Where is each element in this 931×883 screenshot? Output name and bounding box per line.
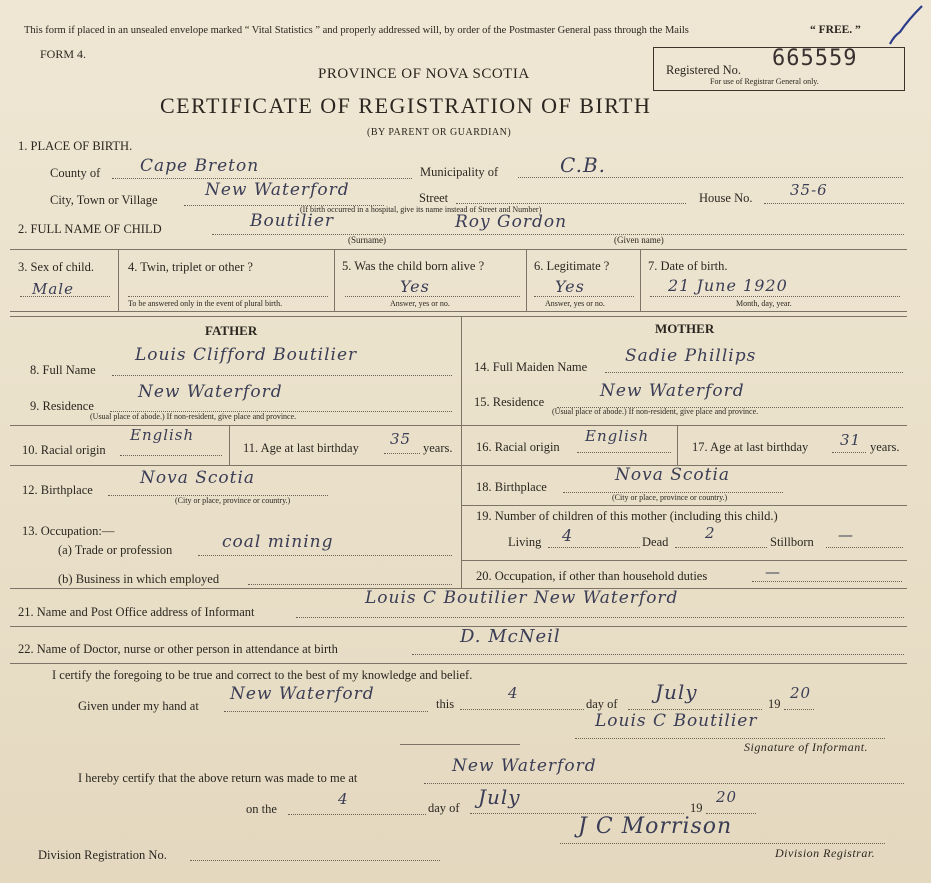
father-racial-value: English [130, 426, 195, 444]
father-name-label: 8. Full Name [30, 363, 96, 377]
mother-occ-value: — [765, 563, 781, 581]
mail-notice-free: “ FREE. ” [810, 24, 861, 36]
informant-value: Louis C Boutilier New Waterford [365, 588, 679, 608]
father-heading: FATHER [205, 323, 258, 338]
check-mark-icon [886, 2, 926, 52]
legit-note: Answer, yes or no. [545, 299, 605, 308]
date-value: 21 June 1920 [668, 276, 788, 295]
father-trade-value: coal mining [222, 532, 334, 552]
registrar-day-label: day of [428, 801, 460, 815]
mother-res-value: New Waterford [600, 381, 745, 401]
mother-racial-value: English [585, 427, 650, 445]
legit-label: 6. Legitimate ? [534, 259, 610, 273]
father-birth-note: (City or place, province or country.) [175, 496, 291, 505]
mother-birth-note: (City or place, province or country.) [612, 493, 728, 502]
house-value: 35-6 [790, 181, 828, 199]
signature-caption: Signature of Informant. [744, 740, 869, 754]
county-value: Cape Breton [140, 156, 260, 176]
this-value: 4 [508, 684, 519, 702]
registrar-year-value: 20 [716, 788, 738, 806]
child-label: 2. FULL NAME OF CHILD [18, 222, 162, 236]
given-under-label: Given under my hand at [78, 699, 199, 713]
doctor-value: D. McNeil [460, 626, 561, 647]
mother-children-label: 19. Number of children of this mother (including this child.) [476, 509, 778, 523]
registrar-year-prefix: 19 [690, 801, 703, 815]
given-note: (Given name) [614, 235, 664, 245]
legit-value: Yes [555, 277, 585, 296]
mother-age-value: 31 [840, 431, 862, 449]
year-prefix: 19 [768, 697, 781, 711]
street-label: Street [419, 191, 449, 205]
this-label: this [436, 697, 455, 711]
certificate-title: CERTIFICATE OF REGISTRATION OF BIRTH [160, 93, 652, 118]
father-business-label: (b) Business in which employed [58, 572, 220, 586]
division-no-label: Division Registration No. [38, 848, 167, 862]
informant-signature: Louis C Boutilier [595, 711, 758, 731]
municipality-value: C.B. [560, 153, 607, 177]
municipality-label: Municipality of [420, 165, 499, 179]
mother-res-note: (Usual place of abode.) If non-resident, give place and province. [552, 407, 759, 416]
mother-age-label: 17. Age at last birthday [692, 440, 809, 454]
dead-value: 2 [705, 524, 716, 542]
registered-number: 665559 [772, 46, 858, 71]
on-the-value: 4 [338, 790, 349, 808]
father-age-label: 11. Age at last birthday [243, 441, 359, 455]
registrar-caption: Division Registrar. [775, 846, 876, 860]
registrar-month-value: July [478, 785, 521, 809]
mother-heading: MOTHER [655, 321, 715, 336]
alive-value: Yes [400, 277, 430, 296]
registrar-text: I hereby certify that the above return was made to me at [78, 771, 358, 785]
stillborn-value: — [838, 526, 854, 544]
mother-name-value: Sadie Phillips [625, 346, 757, 366]
living-label: Living [508, 535, 542, 549]
registrar-place-value: New Waterford [452, 756, 597, 776]
house-label: House No. [699, 191, 753, 205]
father-age-unit: years. [423, 441, 453, 455]
child-surname: Boutilier [250, 211, 335, 231]
on-the-label: on the [246, 802, 277, 816]
mother-racial-label: 16. Racial origin [476, 440, 560, 454]
father-racial-label: 10. Racial origin [22, 443, 106, 457]
stillborn-label: Stillborn [770, 535, 814, 549]
father-birth-label: 12. Birthplace [22, 483, 93, 497]
month-value: July [655, 680, 698, 704]
father-trade-label: (a) Trade or profession [58, 543, 173, 557]
registrar-signature: J C Morrison [578, 814, 733, 839]
father-occ-label: 13. Occupation:— [22, 524, 115, 538]
date-label: 7. Date of birth. [648, 259, 728, 273]
living-value: 4 [562, 526, 574, 545]
dead-label: Dead [642, 535, 669, 549]
mail-notice: This form if placed in an unsealed envelope marked “ Vital Statistics ” and properly addressed will, by order of the Postmaster General pass through the Mails [24, 25, 689, 36]
certificate-subtitle: (BY PARENT OR GUARDIAN) [367, 127, 512, 138]
informant-label: 21. Name and Post Office address of Informant [18, 605, 255, 619]
twin-note: To be answered only in the event of plural birth. [128, 299, 283, 308]
father-age-value: 35 [390, 430, 412, 448]
certify-text: I certify the foregoing to be true and correct to the best of my knowledge and belief. [52, 668, 473, 682]
father-res-note: (Usual place of abode.) If non-resident, give place and province. [90, 412, 297, 421]
sex-label: 3. Sex of child. [18, 260, 95, 274]
mother-name-label: 14. Full Maiden Name [474, 360, 588, 374]
father-name-value: Louis Clifford Boutilier [135, 345, 358, 365]
form-number: FORM 4. [40, 47, 87, 61]
date-note: Month, day, year. [736, 299, 792, 308]
registered-label: Registered No. [666, 63, 741, 77]
father-res-label: 9. Residence [30, 399, 94, 413]
city-value: New Waterford [205, 180, 350, 200]
province-heading: PROVINCE OF NOVA SCOTIA [318, 66, 530, 82]
day-of-label: day of [586, 697, 618, 711]
registered-note: For use of Registrar General only. [710, 77, 819, 86]
child-given: Roy Gordon [455, 212, 568, 232]
given-under-value: New Waterford [230, 684, 375, 704]
county-label: County of [50, 166, 101, 180]
mother-birth-label: 18. Birthplace [476, 480, 547, 494]
place-heading: 1. PLACE OF BIRTH. [18, 139, 133, 153]
father-birth-value: Nova Scotia [140, 468, 256, 488]
alive-label: 5. Was the child born alive ? [342, 259, 485, 273]
city-label: City, Town or Village [50, 193, 158, 207]
street-note: (If birth occurred in a hospital, give its name instead of Street and Number) [300, 205, 542, 214]
mother-age-unit: years. [870, 440, 900, 454]
mother-occ-label: 20. Occupation, if other than household duties [476, 569, 708, 583]
twin-label: 4. Twin, triplet or other ? [128, 260, 253, 274]
surname-note: (Surname) [348, 235, 386, 245]
mother-res-label: 15. Residence [474, 395, 545, 409]
father-res-value: New Waterford [138, 382, 283, 402]
sex-value: Male [32, 280, 74, 298]
doctor-label: 22. Name of Doctor, nurse or other person in attendance at birth [18, 642, 338, 656]
alive-note: Answer, yes or no. [390, 299, 450, 308]
mother-birth-value: Nova Scotia [615, 465, 731, 485]
year-value: 20 [790, 684, 812, 702]
